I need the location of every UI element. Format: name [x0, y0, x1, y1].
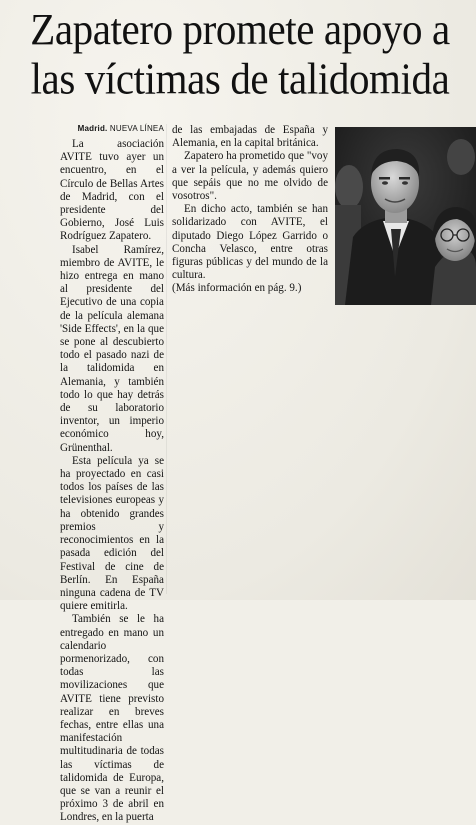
more-info-reference: (Más información en pág. 9.) [172, 282, 302, 295]
paragraph: Isabel Ramírez, miembro de AVITE, le hizo entrega en mano al presidente del Ejecutivo de una copia de la película alemana 'Side Effects', en la que se pone al descubierto todo el pasado nazi de la talidomida en Alemania, y también todo lo que hay detrás de su laboratorio inventor, un imperio económico hoy, Grünenthal. [60, 243, 164, 454]
paragraph: de las embajadas de España y Alemania, en la capital británica. [172, 124, 328, 150]
article-column-left [60, 123, 164, 825]
paragraph: La asociación AVITE tuvo ayer un encuentro, en el Círculo de Bellas Artes de Madrid, con el presidente del Gobierno, José Luis Rodríguez Zapatero. [60, 138, 164, 243]
headline [10, 4, 470, 103]
column-gutter [166, 124, 167, 594]
article-column-middle [172, 124, 328, 296]
byline-agency: NUEVA LÍNEA [109, 124, 164, 133]
news-photo [335, 127, 476, 305]
paragraph: Esta película ya se ha proyectado en casi todos los países de las televisiones europeas y ha obtenido grandes premios y reconocimientos en la pasada edición del Festival de cine de Berlín. En España ninguna cadena de TV quiere emitirla. [60, 454, 164, 613]
photo-illustration [335, 127, 476, 305]
headline-line-2: las víctimas de talidomida [30, 53, 450, 104]
paragraph: Zapatero ha prometido que "voy a ver la película, y además quiero que sepáis que no me olvido de vosotros". [172, 150, 328, 203]
paragraph: También se le ha entregado en mano un calendario pormenorizado, con todas las movilizaciones que AVITE tiene previsto realizar en breves fechas, entre ellas una manifestación multitudinaria de todas las víctimas de talidomida de Europa, que se van a reunir el próximo 3 de abril en Londres, en la puerta [60, 613, 164, 824]
byline [60, 123, 164, 134]
headline-line-1: Zapatero promete apoyo a [30, 4, 450, 54]
paragraph: En dicho acto, también se han solidarizado con AVITE, el diputado Diego López Garrido o Concha Velasco, entre otras figuras públicas y del mundo de la cultura. [172, 203, 328, 282]
byline-city: Madrid. [77, 124, 108, 133]
